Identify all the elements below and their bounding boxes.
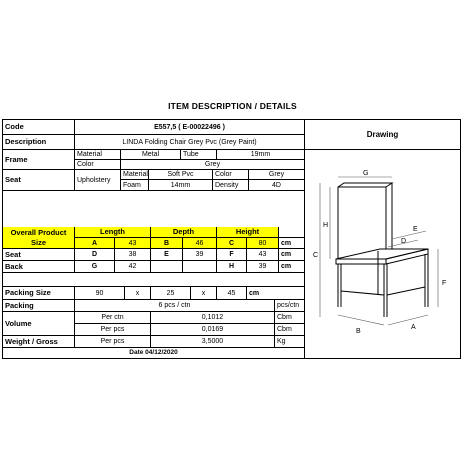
spec-sheet <box>2 119 461 359</box>
frame-color-label: Color <box>75 160 121 170</box>
seat-foam-label: Foam <box>121 180 149 191</box>
spacer-2 <box>3 273 305 287</box>
dim-val-d: 38 <box>115 249 151 261</box>
dim-key-h: H <box>217 261 247 273</box>
seat-color: Grey <box>249 170 305 180</box>
dim-val-blank <box>183 261 217 273</box>
date: Date 04/12/2020 <box>3 348 305 358</box>
frame-tube: 19mm <box>217 150 305 160</box>
drawing-letter-b: B <box>356 328 361 335</box>
drawing-letter-f: F <box>442 280 447 287</box>
spacer <box>3 191 305 227</box>
volume-per-ctn-label: Per ctn <box>75 312 151 324</box>
volume-per-pcs: 0,0169 <box>151 324 275 336</box>
frame-material: Metal <box>121 150 181 160</box>
seat-foam: 14mm <box>149 180 213 191</box>
seat-dim-label: Seat <box>3 249 75 261</box>
packing-label: Packing <box>3 300 75 312</box>
packing-size-unit: cm <box>247 287 305 300</box>
packing-unit: pcs/ctn <box>275 300 305 312</box>
dim-val-g: 42 <box>115 261 151 273</box>
drawing-letter-e: E <box>413 226 418 233</box>
dim-val-b: 46 <box>183 238 217 249</box>
weight-unit: Kg <box>275 336 305 348</box>
length-header: Length <box>75 227 151 238</box>
packing-value: 6 pcs / ctn <box>75 300 275 312</box>
depth-header: Depth <box>151 227 217 238</box>
dim-unit-2: cm <box>279 261 305 273</box>
chair-drawing <box>308 167 458 357</box>
dim-key-b: B <box>151 238 183 249</box>
dim-val-e: 39 <box>183 249 217 261</box>
packing-size-x1: x <box>125 287 151 300</box>
frame-tube-label: Tube <box>181 150 217 160</box>
packing-size-label: Packing Size <box>3 287 75 300</box>
overall-size-label: Overall Product Size <box>3 227 75 249</box>
dim-key-c: C <box>217 238 247 249</box>
seat-color-label: Color <box>213 170 249 180</box>
dim-unit-1: cm <box>279 249 305 261</box>
drawing-letter-d: D <box>401 238 407 245</box>
packing-size-c: 45 <box>217 287 247 300</box>
weight-label: Weight / Gross <box>3 336 75 348</box>
volume-per-ctn-unit: Cbm <box>275 312 305 324</box>
chair-backrest <box>338 187 386 259</box>
volume-per-pcs-unit: Cbm <box>275 324 305 336</box>
seat-material-label: Material <box>123 171 148 178</box>
drawing-label: Drawing <box>305 120 460 150</box>
drawing-letter-a: A <box>411 324 416 331</box>
unit-header-blank <box>279 227 305 238</box>
height-header: Height <box>217 227 279 238</box>
chair-backrest-top <box>338 183 392 187</box>
weight-per-pcs-label: Per pcs <box>75 336 151 348</box>
seat-material: Soft Pvc <box>149 170 213 180</box>
back-dim-label: Back <box>3 261 75 273</box>
frame-label: Frame <box>3 150 75 170</box>
volume-per-ctn: 0,1012 <box>151 312 275 324</box>
code-label: Code <box>3 120 75 135</box>
drawing-letter-h: H <box>323 222 329 229</box>
volume-per-pcs-label: Per pcs <box>75 324 151 336</box>
weight-value: 3,5000 <box>151 336 275 348</box>
drawing-letter-c: C <box>313 252 319 259</box>
frame-color: Grey <box>121 160 305 170</box>
packing-size-a: 90 <box>75 287 125 300</box>
dim-key-e: E <box>151 249 183 261</box>
volume-label: Volume <box>3 312 75 336</box>
seat-upholstery-label: Upholstery <box>75 170 121 191</box>
seat-label: Seat <box>3 170 75 191</box>
frame-material-label: Material <box>75 150 121 160</box>
dim-val-h: 39 <box>247 261 279 273</box>
dim-val-c: 80 <box>247 238 279 249</box>
dim-key-a: A <box>75 238 115 249</box>
description-label: Description <box>3 135 75 150</box>
description-value: LINDA Folding Chair Grey Pvc (Grey Paint) <box>75 135 305 150</box>
dim-key-g: G <box>75 261 115 273</box>
packing-size-b: 25 <box>151 287 191 300</box>
dim-val-f: 43 <box>247 249 279 261</box>
dim-key-blank <box>151 261 183 273</box>
seat-density: 4D <box>249 180 305 191</box>
drawing-letter-g: G <box>363 170 369 177</box>
seat-density-label: Density <box>213 180 249 191</box>
packing-size-x2: x <box>191 287 217 300</box>
dim-key-d: D <box>75 249 115 261</box>
code-value: E557,5 ( E-00022496 ) <box>75 120 305 135</box>
dim-unit-0: cm <box>279 238 305 249</box>
page-title: ITEM DESCRIPTION / DETAILS <box>168 101 297 111</box>
dim-key-f: F <box>217 249 247 261</box>
dim-val-a: 43 <box>115 238 151 249</box>
